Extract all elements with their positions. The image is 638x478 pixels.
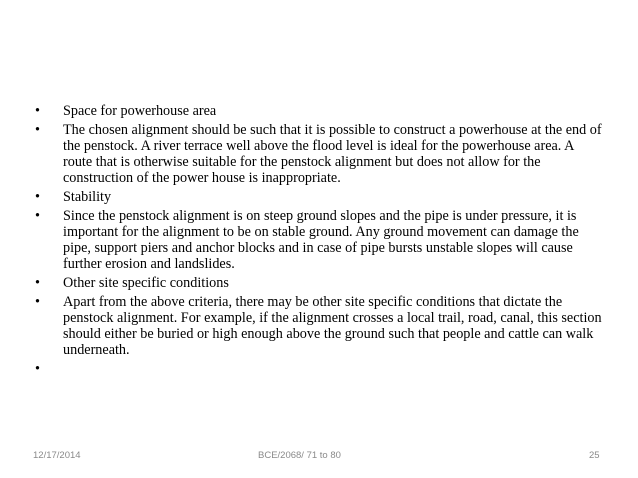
bullet-icon: • — [35, 103, 40, 119]
page-number: 25 — [589, 450, 600, 461]
bullet-item — [35, 208, 605, 272]
bullet-icon: • — [35, 208, 40, 224]
bullet-text: Space for powerhouse area — [63, 103, 217, 119]
bullet-text: Since the penstock alignment is on steep ground slopes and the pipe is under pressure, it is important for the alignment to be on stable ground. Any ground movement can damage the pipe, support piers and anchor blocks and in case of pipe bursts unstable slopes will cause further erosion and landslides. — [63, 208, 579, 272]
bullet-icon: • — [35, 189, 40, 205]
bullet-icon: • — [35, 275, 40, 291]
bullet-icon: • — [35, 294, 40, 310]
bullet-item — [35, 189, 605, 205]
bullet-item — [35, 103, 605, 119]
bullet-item — [35, 122, 605, 186]
bullet-text: The chosen alignment should be such that it is possible to construct a powerhouse at the end of the penstock. A river terrace well above the flood level is ideal for the powerhouse area. A route that is otherwise suitable for the penstock alignment but does not allow for the construction of the power house is inappropriate. — [63, 122, 602, 186]
bullet-text: Stability — [63, 189, 112, 205]
footer-center-text: BCE/2068/ 71 to 80 — [258, 450, 341, 461]
bullet-item — [35, 275, 605, 291]
bullet-icon: • — [35, 361, 40, 377]
bullet-text: Apart from the above criteria, there may be other site specific conditions that dictate the penstock alignment. For example, if the alignment crosses a local trail, road, canal, this section should either be buried or high enough above the ground such that people and cattle can walk underneath. — [63, 294, 602, 358]
bullet-list — [35, 103, 605, 377]
bullet-item — [35, 294, 605, 358]
footer-date: 12/17/2014 — [33, 450, 81, 461]
bullet-text: Other site specific conditions — [63, 275, 229, 291]
bullet-icon: • — [35, 122, 40, 138]
